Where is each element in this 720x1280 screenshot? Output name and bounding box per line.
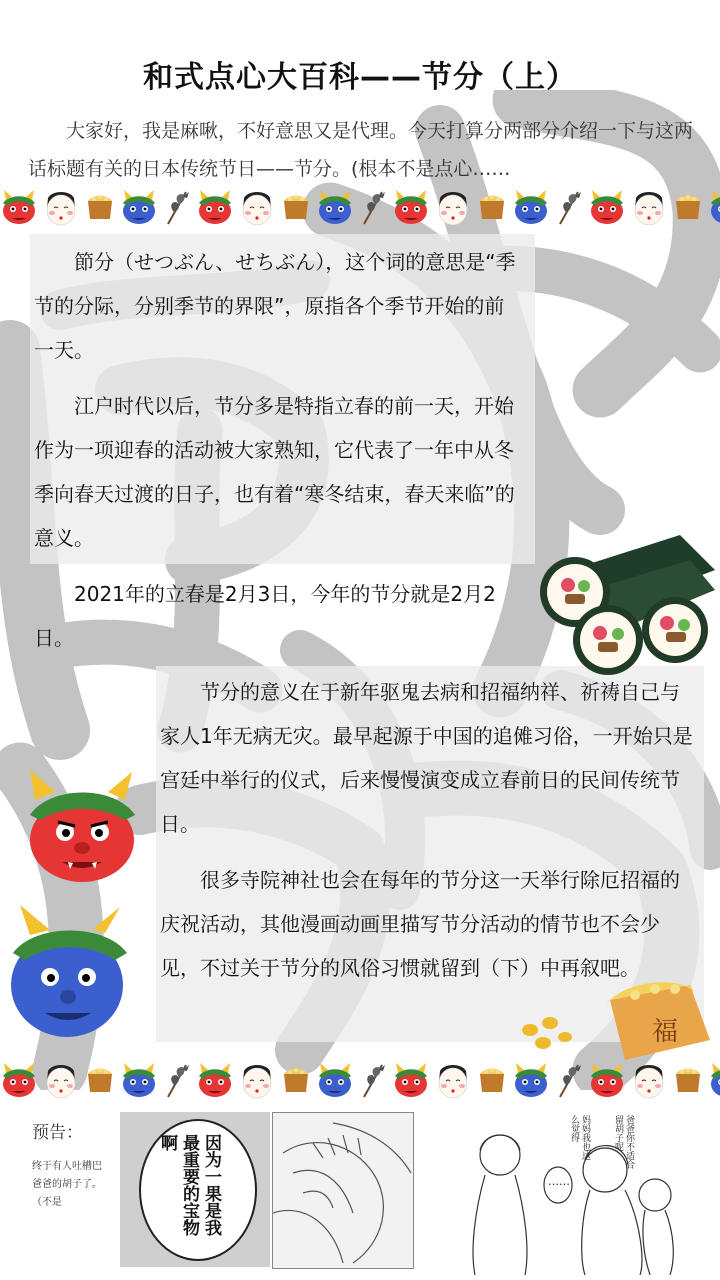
blue-oni-icon (120, 188, 158, 226)
speech-bubble-text: 因为一果是我最重要的宝物啊 (157, 1134, 221, 1236)
body-text-top (34, 240, 520, 672)
red-oni-icon (588, 188, 626, 226)
manga-bubble-daughter: 爸爸你不适合留胡子呢 (613, 1115, 634, 1169)
manga-art-hug (273, 1113, 413, 1268)
paragraph-5: 很多寺院神社也会在每年的节分这一天举行除厄招福的庆祝活动，其他漫画动画里描写节分活动的情节也不会少见，不过关于节分的风俗习惯就留到（下）中再叙吧。 (160, 868, 680, 980)
bean-box-icon (84, 191, 116, 223)
okame-mask-icon (238, 1061, 276, 1099)
blue-oni-icon (120, 1061, 158, 1099)
preview-label: 预告： (32, 1123, 83, 1143)
bean-box-icon (672, 191, 704, 223)
intro-paragraph: 大家好，我是麻啾，不好意思又是代理。今天打算分两部分介绍一下与这两话标题有关的日本传统节日——节分。(根本不是点心…… (28, 120, 694, 180)
iwashi-holly-icon (554, 188, 584, 226)
bean-box-icon (672, 1064, 704, 1096)
iwashi-holly-icon (162, 1061, 192, 1099)
manga-panel-2 (272, 1112, 414, 1269)
red-oni-icon (392, 1061, 430, 1099)
red-oni-icon (0, 188, 38, 226)
bean-box-icon (84, 1064, 116, 1096)
red-oni-icon (392, 188, 430, 226)
okame-mask-icon (42, 1061, 80, 1099)
icon-strip-top (0, 185, 720, 229)
okame-mask-icon (434, 1061, 472, 1099)
page-title: 和式点心大百科——节分（上） (143, 60, 577, 95)
red-oni-icon (0, 1061, 38, 1099)
blue-oni-icon (512, 188, 550, 226)
paragraph-4: 节分的意义在于新年驱鬼去病和招福纳祥、祈祷自己与家人1年无病无灾。最早起源于中国的追傩习俗，一开始只是宫廷中举行的仪式，后来慢慢演变成立春前日的民间传统节日。 (160, 680, 693, 836)
okame-mask-icon (630, 1061, 668, 1099)
blue-oni-icon (708, 188, 720, 226)
okame-mask-icon (42, 188, 80, 226)
iwashi-holly-icon (162, 188, 192, 226)
iwashi-holly-icon (554, 1061, 584, 1099)
blue-oni-icon (708, 1061, 720, 1099)
blue-oni-icon (512, 1061, 550, 1099)
body-text-bottom (160, 670, 695, 1002)
intro-text (28, 112, 698, 188)
red-oni-icon (196, 1061, 234, 1099)
preview-text: 终于有人吐槽巴爸爸的胡子了。（不是 (32, 1161, 102, 1208)
manga-bubble-mother: 妈妈我也这么觉得 (569, 1115, 590, 1160)
red-oni-illustration (20, 770, 145, 885)
paragraph-1: 節分（せつぶん、せちぶん），这个词的意思是“季节的分际，分别季节的界限”，原指各个季节开始的前一天。 (34, 250, 516, 362)
bean-box-icon (476, 191, 508, 223)
okame-mask-icon (630, 188, 668, 226)
blue-oni-illustration (5, 905, 135, 1045)
blue-oni-icon (316, 1061, 354, 1099)
paragraph-3: 2021年的立春是2月3日，今年的节分就是2月2日。 (34, 582, 496, 650)
icon-strip-bottom (0, 1058, 720, 1102)
bean-box-icon (280, 1064, 312, 1096)
bean-box-icon (280, 191, 312, 223)
fuku-character: 福 (651, 1017, 679, 1047)
blue-oni-icon (316, 188, 354, 226)
bean-box-icon (476, 1064, 508, 1096)
manga-bubble-ellipsis: …… (548, 1175, 570, 1188)
okame-mask-icon (434, 188, 472, 226)
manga-panel-1 (120, 1112, 270, 1267)
iwashi-holly-icon (358, 188, 388, 226)
manga-panel-3 (440, 1110, 710, 1275)
ehomaki-illustration (530, 530, 720, 680)
paragraph-2: 江户时代以后，节分多是特指立春的前一天，开始作为一项迎春的活动被大家熟知，它代表了一年中从冬季向春天过渡的日子，也有着“寒冬结束，春天来临”的意义。 (34, 394, 515, 550)
red-oni-icon (196, 188, 234, 226)
okame-mask-icon (238, 188, 276, 226)
red-oni-icon (588, 1061, 626, 1099)
iwashi-holly-icon (358, 1061, 388, 1099)
